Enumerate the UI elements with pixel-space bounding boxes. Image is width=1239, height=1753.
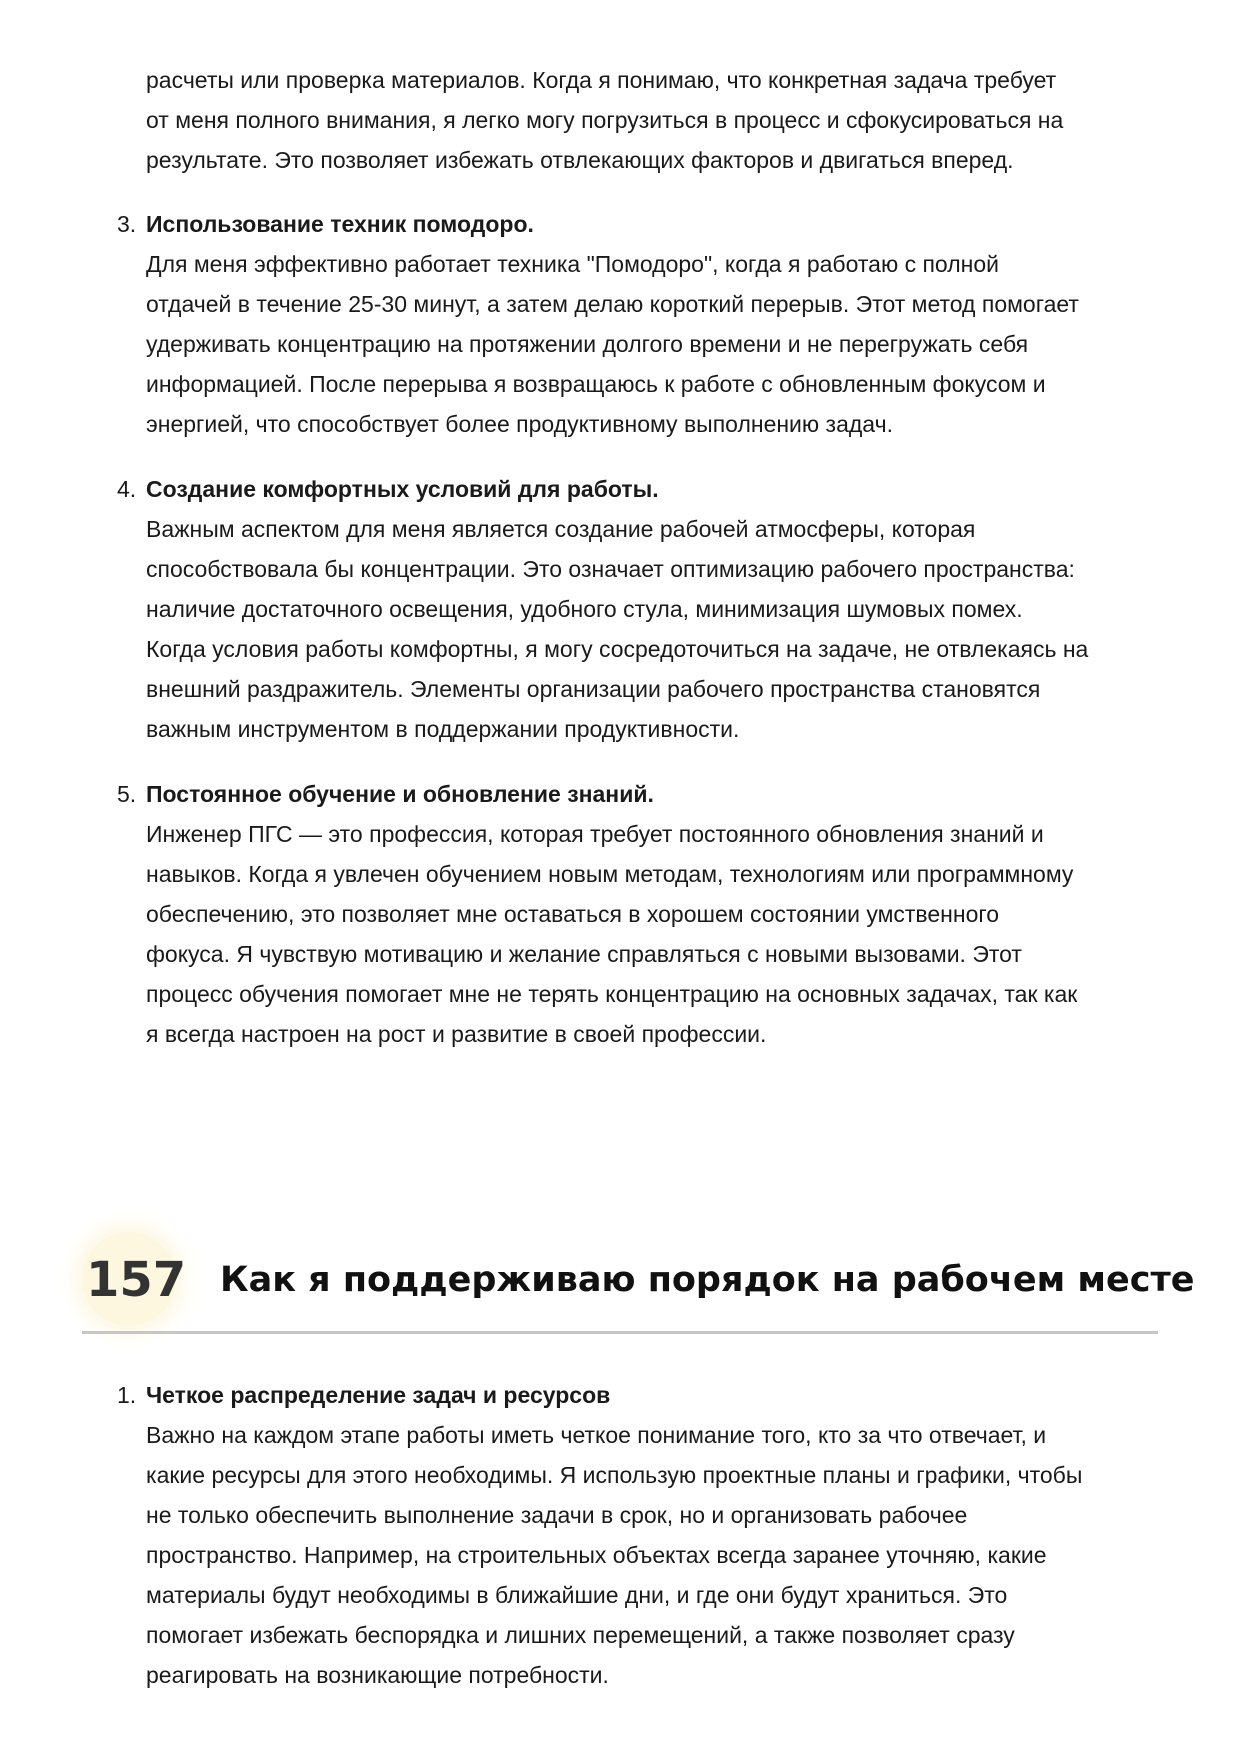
- list-item-number: 4.: [117, 476, 137, 502]
- section-title: Как я поддерживаю порядок на рабочем месте: [220, 1260, 1195, 1300]
- section-divider: [82, 1331, 1158, 1334]
- list-item-title: Создание комфортных условий для работы.: [146, 476, 659, 502]
- list-item-line: способствовала бы концентрации. Это означает оптимизацию рабочего пространства:: [146, 556, 1075, 582]
- list-item-line: фокуса. Я чувствую мотивацию и желание справляться с новыми вызовами. Этот: [146, 941, 1022, 967]
- list-item-line: материалы будут необходимы в ближайшие дни, и где они будут храниться. Это: [146, 1582, 1008, 1608]
- list-item-number: 3.: [117, 211, 137, 237]
- intro-line: от меня полного внимания, я легко могу погрузиться в процесс и сфокусироваться на: [146, 107, 1064, 133]
- intro-paragraph: [0, 60, 1239, 180]
- list-item-line: удерживать концентрацию на протяжении долгого времени и не перегружать себя: [146, 331, 1029, 357]
- section-number: 157: [86, 1252, 187, 1308]
- list-item-line: помогает избежать беспорядка и лишних перемещений, а также позволяет сразу: [146, 1622, 1015, 1648]
- list-item-line: энергией, что способствует более продуктивному выполнению задач.: [146, 411, 893, 437]
- list-item-line: не только обеспечить выполнение задачи в срок, но и организовать рабочее: [146, 1502, 968, 1528]
- list-item-line: обеспечению, это позволяет мне оставаться в хорошем состоянии умственного: [146, 901, 1000, 927]
- list-item-line: информацией. После перерыва я возвращаюсь к работе с обновленным фокусом и: [146, 371, 1046, 397]
- intro-line: результате. Это позволяет избежать отвлекающих факторов и двигаться вперед.: [146, 147, 1014, 173]
- list-item-line: Важно на каждом этапе работы иметь четкое понимание того, кто за что отвечает, и: [146, 1422, 1047, 1448]
- list-item-line: Когда условия работы комфортны, я могу сосредоточиться на задаче, не отвлекаясь на: [146, 636, 1089, 662]
- list-item-title: Четкое распределение задач и ресурсов: [146, 1382, 611, 1408]
- list-item-title: Использование техник помодоро.: [146, 211, 534, 237]
- list-item-line: процесс обучения помогает мне не терять концентрацию на основных задачах, так как: [146, 981, 1078, 1007]
- list-item-number: 5.: [117, 781, 137, 807]
- list-item: [0, 1375, 1239, 1695]
- list-item-line: пространство. Например, на строительных объектах всегда заранее уточняю, какие: [146, 1542, 1047, 1568]
- list-item: [0, 469, 1239, 749]
- list-item-number: 1.: [117, 1382, 137, 1408]
- list-item-line: внешний раздражитель. Элементы организации рабочего пространства становятся: [146, 676, 1041, 702]
- intro-line: расчеты или проверка материалов. Когда я понимаю, что конкретная задача требует: [146, 67, 1057, 93]
- section-header: [82, 1222, 1195, 1338]
- list-item-line: Для меня эффективно работает техника "Помодоро", когда я работаю с полной: [146, 251, 999, 277]
- list-item-line: отдачей в течение 25-30 минут, а затем делаю короткий перерыв. Этот метод помогает: [146, 291, 1079, 317]
- list-item-line: навыков. Когда я увлечен обучением новым методам, технологиям или программному: [146, 861, 1074, 887]
- list-item-line: Важным аспектом для меня является создание рабочей атмосферы, которая: [146, 516, 976, 542]
- list-item: [0, 774, 1239, 1054]
- list-item-title: Постоянное обучение и обновление знаний.: [146, 781, 654, 807]
- list-item: [0, 204, 1239, 444]
- list-item-line: какие ресурсы для этого необходимы. Я использую проектные планы и графики, чтобы: [146, 1462, 1083, 1488]
- list-item-line: важным инструментом в поддержании продуктивности.: [146, 716, 740, 742]
- list-item-line: реагировать на возникающие потребности.: [146, 1662, 609, 1688]
- list-item-line: наличие достаточного освещения, удобного стула, минимизация шумовых помех.: [146, 596, 1023, 622]
- list-item-line: я всегда настроен на рост и развитие в своей профессии.: [146, 1021, 767, 1047]
- list-item-line: Инженер ПГС — это профессия, которая требует постоянного обновления знаний и: [146, 821, 1044, 847]
